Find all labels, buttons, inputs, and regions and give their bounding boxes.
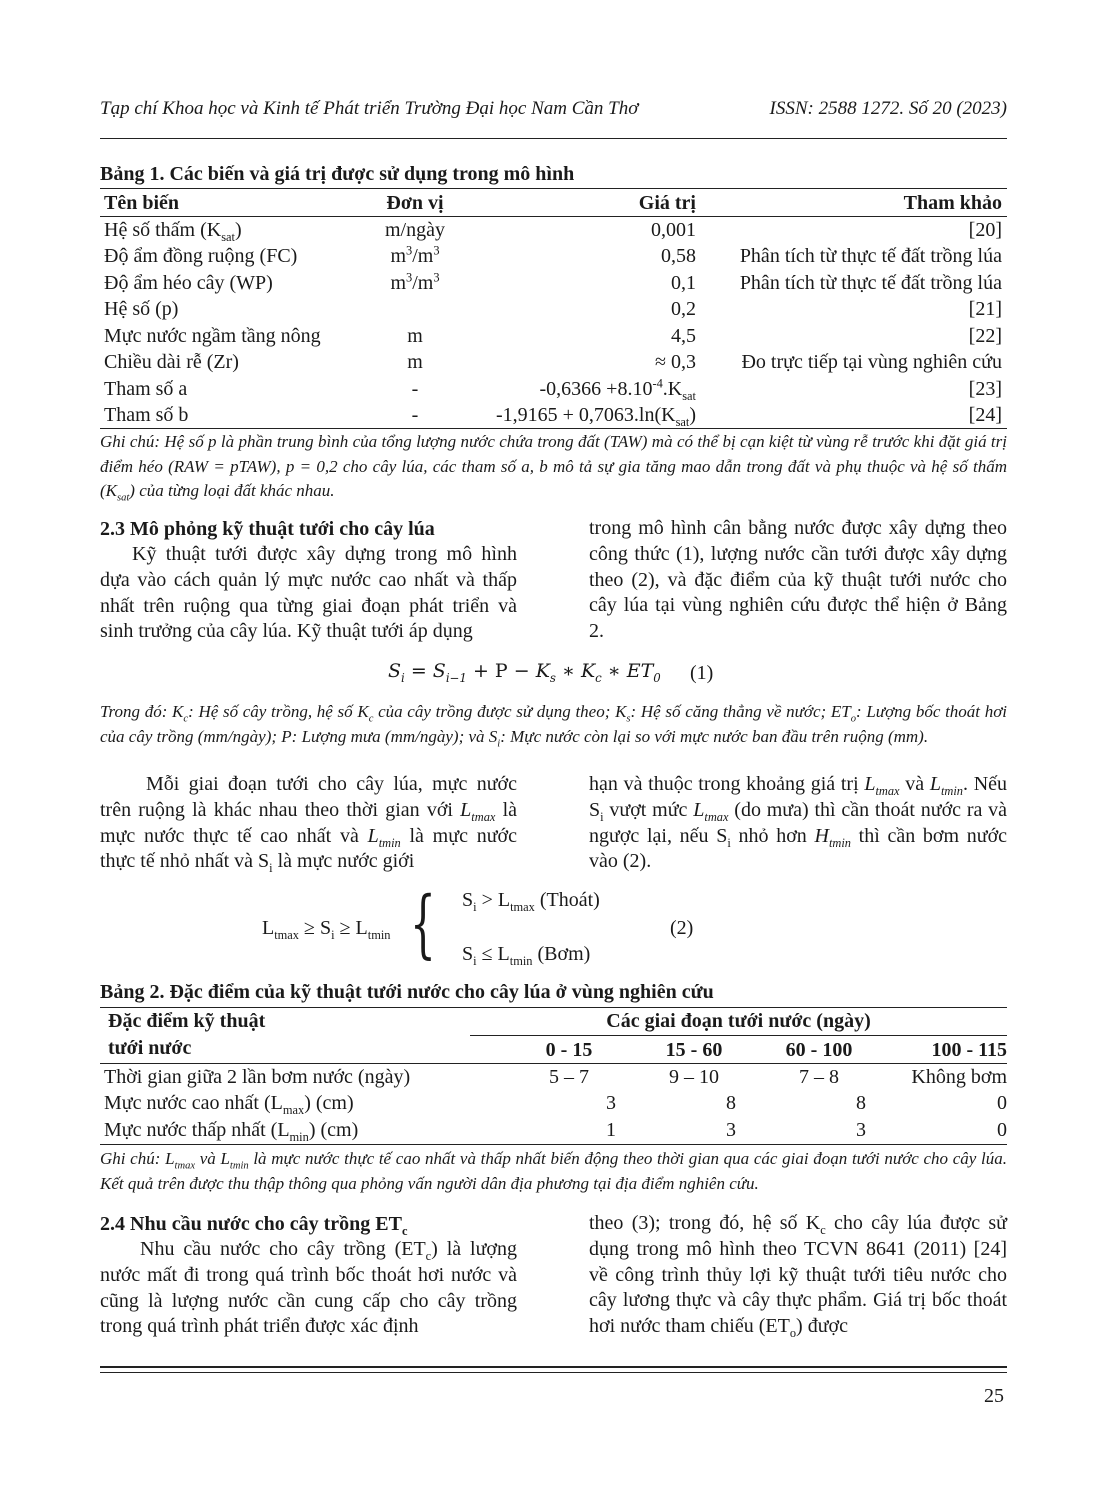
table2-row: Mực nước thấp nhất $(L_{min})$ (cm) 1 3 3 0 (104, 1118, 1007, 1144)
table2-stage-row (104, 1037, 1007, 1064)
stage-label: 0 - 15 (545, 1039, 593, 1061)
table1-row: Chiều dài rễ (Zr) m ≈ 0,3 Đo trực tiếp tại vùng nghiên cứu (104, 351, 1002, 373)
journal-name: Tạp chí Khoa học và Kinh tế Phát triển Trường Đại học Nam Cần Thơ (100, 98, 639, 119)
table1-row: Hệ số (p) 0,2 [21] (104, 298, 1002, 320)
equation-2-number: (2) (670, 917, 694, 939)
table1-top-rule (100, 188, 1007, 189)
table1-row: Tham số a - $-0,6366 +8.10^{-4}.K_{sat}$ [23] (104, 375, 1002, 403)
table2-header-feature-b: tưới nước (108, 1037, 192, 1059)
table1-title: Bảng 1. Các biến và giá trị được sử dụng trong mô hình (100, 163, 575, 185)
equation-2-left: $L_{tmax} \ge S_i \ge L_{tmin}$ (262, 917, 391, 942)
section-2-3-left-paragraph: Kỹ thuật tưới được xây dựng trong mô hình dựa vào cách quản lý mực nước cao nhất và thấp nhất trên ruộng qua từng giai đoạn phát triển và sinh trưởng của cây lúa. Kỹ thuật tưới áp dụng (100, 543, 517, 643)
table2-row: Thời gian giữa 2 lần bơm nước (ngày) 5 – 7 9 – 10 7 – 8 Không bơm (104, 1065, 1007, 1088)
issn-info: ISSN: 2588 1272. Số 20 (2023) (769, 98, 1007, 119)
footer-rule-top (100, 1366, 1007, 1368)
header-rule (100, 138, 1007, 139)
table1-row: Mực nước ngầm tầng nông m 4,5 [22] (104, 324, 1002, 347)
table1-header-value: Giá trị (638, 192, 696, 214)
stage-label: 100 - 115 (931, 1039, 1007, 1061)
table2-bottom-rule (100, 1144, 1007, 1145)
section-2-4-left-paragraph: Nhu cầu nước cho cây trồng $(ET_c)$ là lượng nước mất đi trong quá trình bốc thoát hơi nước và cũng là lượng nước cần cung cấp cho cây trồng trong quá trình phát triển được xác định (100, 1238, 517, 1338)
running-header (100, 98, 1007, 120)
table2-group-rule (470, 1035, 1007, 1036)
table2-header-rule (100, 1063, 1007, 1064)
section-2-3-right-paragraph: trong mô hình cân bằng nước được xây dựng theo công thức (1), lượng nước cần tưới được xây dựng theo (2), và đặc điểm của kỹ thuật tưới nước cho cây lúa tại vùng nghiên cứu được thể hiện ở Bảng 2. (589, 517, 1007, 643)
section-2-3-heading: 2.3 Mô phỏng kỹ thuật tưới cho cây lúa (100, 518, 435, 540)
section-2-4-heading: 2.4 Nhu cầu nước cho cây trồng $ET_c$ (100, 1213, 408, 1238)
table1-header-ref: Tham khảo (903, 192, 1002, 214)
table1 (104, 190, 1002, 429)
table1-header-name: Tên biến (104, 192, 180, 214)
table2-title: Bảng 2. Đặc điểm của kỹ thuật tưới nước cho cây lúa ở vùng nghiên cứu (100, 981, 714, 1003)
equation-2-bottom-case: $S_i \le L_{tmin}$ (Bơm) (462, 943, 591, 968)
page-number: 25 (984, 1385, 1004, 1407)
table2-top-rule (100, 1007, 1007, 1008)
table2-row: Mực nước cao nhất $(L_{max})$ (cm) 3 8 8 0 (104, 1092, 1007, 1117)
table1-header-rule (100, 216, 1007, 217)
table2-header-feature-a: Đặc điểm kỹ thuật (108, 1010, 266, 1032)
table1-row: Độ ẩm héo cây (WP) $m^3/m^3$ 0,1 Phân tích từ thực tế đất trồng lúa (104, 269, 1002, 294)
equation-2-top-case: $S_i > L_{tmax}$ (Thoát) (462, 889, 600, 914)
table1-header-row (104, 190, 1002, 217)
table1-row: Tham số b - $-1,9165 + 0,7063.\ln(K_{sat})$ [24] (104, 404, 1002, 429)
equation-2-brace: { (410, 881, 436, 967)
equation-1: $S_i = S_{i-1} + P - K_s$ ∗ $K_c$ ∗ $ET_0$ (388, 660, 661, 685)
stage-label: 60 - 100 (785, 1039, 853, 1061)
table1-note: Ghi chú: Hệ số p là phần trung bình của tổng lượng nước chứa trong đất (TAW) mà có thể bị cạn kiệt từ vùng rễ trước khi đặt giá trị điểm héo (RAW = pTAW), p = 0,2 cho cây lúa, các tham số a, b mô tả sự gia tăng mao dẫn trong đất và phụ thuộc và hệ số thấm $(K_{sat})$ của từng loại đất khác nhau. (100, 432, 1007, 504)
table1-row: Độ ẩm đồng ruộng (FC) $m^3/m^3$ 0,58 Phân tích từ thực tế đất trồng lúa (104, 243, 1002, 267)
equation-1-legend: Trong đó: $K_c$: Hệ số cây trồng, hệ số $K_c$ của cây trồng được sử dụng theo; $K_s$: Hệ số căng thẳng về nước; $ET_o$: Lượng bốc thoát hơi của cây trồng (mm/ngày); P: Lượng mưa (mm/ngày); và $S_i$: Mực nước còn lại so với mực nước ban đầu trên ruộng (mm). (100, 702, 1007, 749)
footer-rule-bottom (100, 1372, 1007, 1373)
stage-label: 15 - 60 (665, 1039, 723, 1061)
table2-note: Ghi chú: $L_{tmax}$ và $L_{tmin}$ là mực nước thực tế cao nhất và thấp nhất biến động theo thời gian qua các giai đoạn tưới nước cho cây lúa. Kết quả trên được thu thập thông qua phỏng vấn người dân địa phương tại địa điểm nghiên cứu. (100, 1149, 1007, 1193)
table1-bottom-rule (100, 428, 1007, 429)
table1-header-unit: Đơn vị (386, 192, 444, 214)
equation-1-number: (1) (690, 662, 714, 684)
table1-row: Hệ số thấm $(K_{sat})$ m/ngày 0,001 [20] (104, 218, 1002, 244)
section-2-4-right-paragraph: theo (3); trong đó, hệ số $K_c$ cho cây lúa được sử dụng trong mô hình theo TCVN 8641 (2011) [24] về công trình thủy lợi kỹ thuật tưới tiêu nước cho cây lương thực và cây thực phẩm. Giá trị bốc thoát hơi nước tham chiếu $(ET_o)$ được (589, 1212, 1007, 1341)
section-2-3-left-paragraph-2: Mỗi giai đoạn tưới cho cây lúa, mực nước trên ruộng là khác nhau theo thời gian với $L_{tmax}$ là mực nước thực tế cao nhất và $L_{tmin}$ là mực nước thực tế nhỏ nhất và $S_i$ là mực nước giới (100, 773, 518, 876)
section-2-3-right-paragraph-2: hạn và thuộc trong khoảng giá trị $L_{tmax}$ và $L_{tmin}$. Nếu $S_i$ vượt mức $L_{tmax}$ (do mưa) thì cần thoát nước ra và ngược lại, nếu $S_i$ nhỏ hơn $H_{tmin}$ thì cần bơm nước vào (2). (589, 773, 1008, 873)
table2 (104, 1037, 1007, 1143)
table2-group-header: Các giai đoạn tưới nước (ngày) (606, 1010, 871, 1032)
